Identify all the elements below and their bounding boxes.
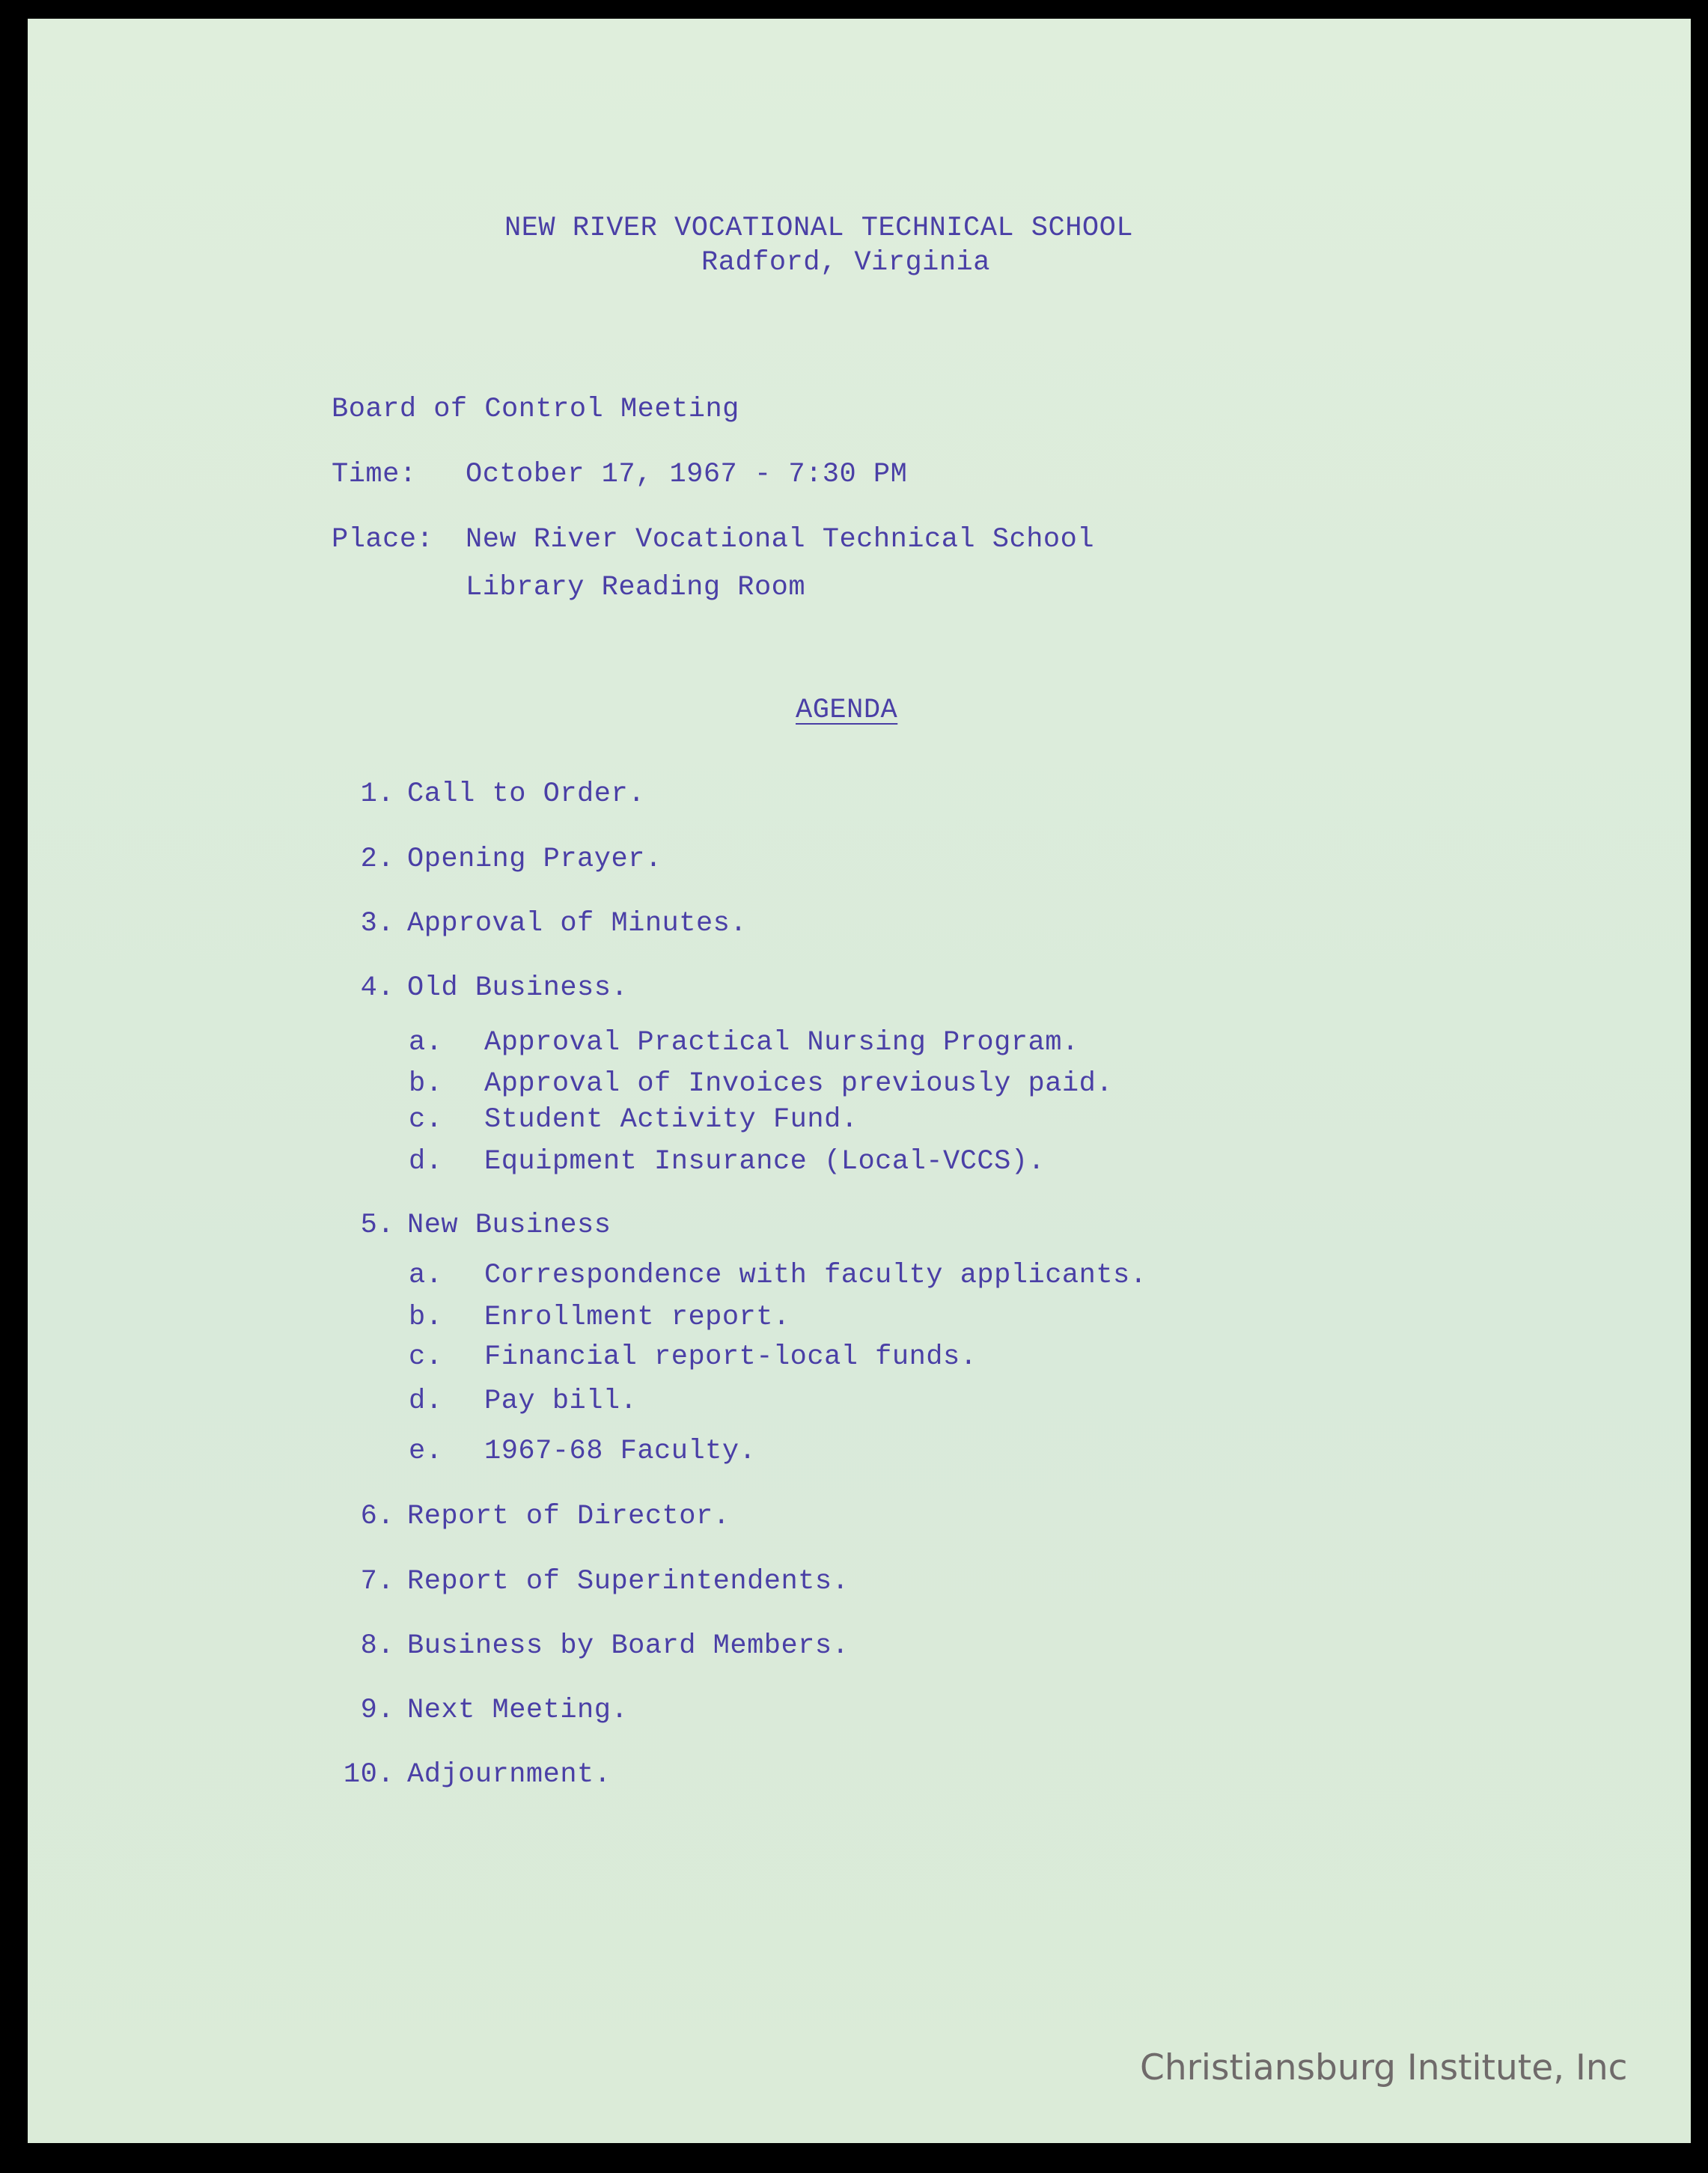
place-label: Place: xyxy=(332,524,434,555)
agenda-subitem-text: 1967-68 Faculty. xyxy=(484,1436,757,1467)
agenda-heading: AGENDA xyxy=(796,695,898,726)
agenda-item-number: 9. xyxy=(360,1695,394,1726)
agenda-subitem-letter: c. xyxy=(409,1104,443,1136)
agenda-subitem-text: Financial report-local funds. xyxy=(484,1341,977,1373)
agenda-item-text: Approval of Minutes. xyxy=(407,908,748,939)
watermark: Christiansburg Institute, Inc xyxy=(1140,2047,1628,2088)
agenda-item-text: New Business xyxy=(407,1210,611,1241)
agenda-item-text: Next Meeting. xyxy=(407,1695,629,1726)
agenda-item-number: 8. xyxy=(360,1630,394,1662)
agenda-subitem-letter: b. xyxy=(409,1302,443,1333)
agenda-subitem-letter: d. xyxy=(409,1386,443,1417)
time-value: October 17, 1967 - 7:30 PM xyxy=(466,459,908,490)
place-line-2: Library Reading Room xyxy=(466,572,806,603)
agenda-item-number: 5. xyxy=(360,1210,394,1241)
agenda-subitem-letter: a. xyxy=(409,1027,443,1058)
agenda-subitem-text: Enrollment report. xyxy=(484,1302,790,1333)
agenda-item-text: Adjournment. xyxy=(407,1759,611,1790)
agenda-item-text: Business by Board Members. xyxy=(407,1630,850,1662)
agenda-subitem-letter: d. xyxy=(409,1146,443,1177)
agenda-item-text: Report of Director. xyxy=(407,1501,731,1532)
agenda-subitem-text: Student Activity Fund. xyxy=(484,1104,858,1136)
agenda-item-text: Report of Superintendents. xyxy=(407,1566,850,1597)
time-label: Time: xyxy=(332,459,417,490)
agenda-item-number: 10. xyxy=(343,1759,394,1790)
agenda-item-number: 3. xyxy=(360,908,394,939)
agenda-subitem-text: Pay bill. xyxy=(484,1386,638,1417)
agenda-item-number: 4. xyxy=(360,972,394,1004)
agenda-item-text: Opening Prayer. xyxy=(407,844,662,875)
agenda-item-number: 6. xyxy=(360,1501,394,1532)
place-line-1: New River Vocational Technical School xyxy=(466,524,1095,555)
agenda-item-number: 2. xyxy=(360,844,394,875)
agenda-subitem-letter: a. xyxy=(409,1260,443,1291)
agenda-subitem-text: Approval Practical Nursing Program. xyxy=(484,1027,1079,1058)
agenda-item-number: 1. xyxy=(360,778,394,810)
agenda-subitem-text: Equipment Insurance (Local-VCCS). xyxy=(484,1146,1046,1177)
agenda-subitem-text: Correspondence with faculty applicants. xyxy=(484,1260,1147,1291)
agenda-item-text: Old Business. xyxy=(407,972,629,1004)
agenda-subitem-text: Approval of Invoices previously paid. xyxy=(484,1068,1114,1100)
agenda-item-text: Call to Order. xyxy=(407,778,645,810)
agenda-subitem-letter: e. xyxy=(409,1436,443,1467)
agenda-subitem-letter: b. xyxy=(409,1068,443,1100)
agenda-item-number: 7. xyxy=(360,1566,394,1597)
document-page xyxy=(28,19,1691,2143)
school-location: Radford, Virginia xyxy=(701,247,990,278)
school-name: NEW RIVER VOCATIONAL TECHNICAL SCHOOL xyxy=(504,213,1134,244)
meeting-title: Board of Control Meeting xyxy=(332,394,739,425)
agenda-subitem-letter: c. xyxy=(409,1341,443,1373)
